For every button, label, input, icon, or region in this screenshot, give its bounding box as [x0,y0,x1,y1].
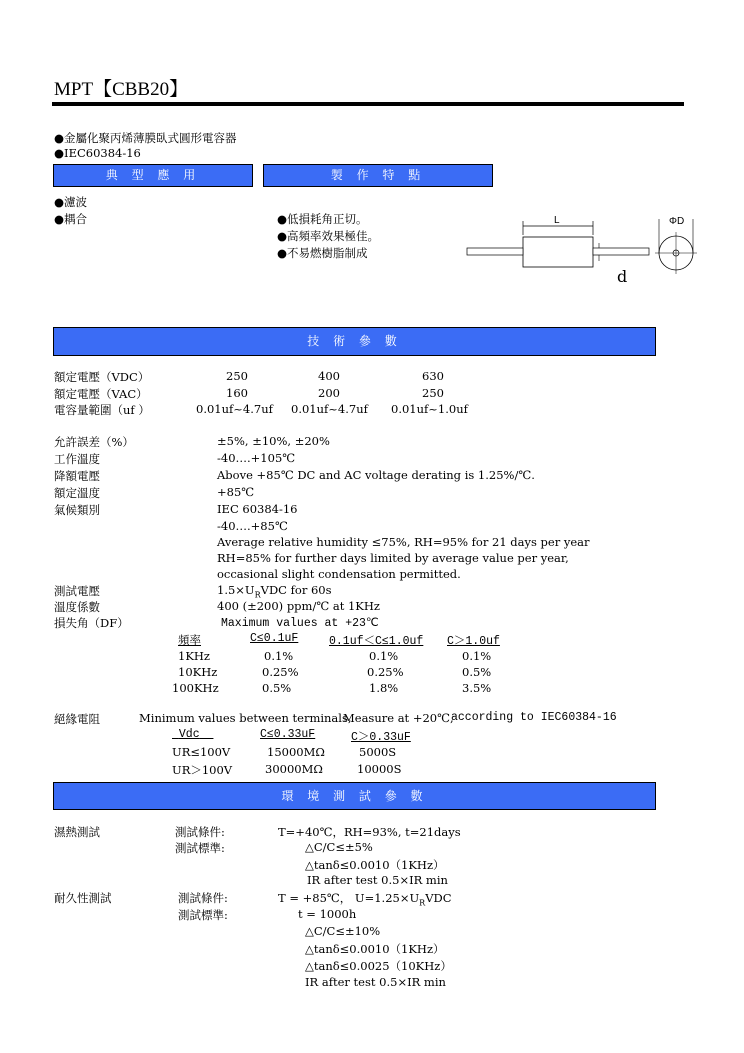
intro-line-1: ●金屬化聚丙烯薄膜臥式圓形電容器 [54,131,237,145]
test-label: 耐久性測試 [54,891,112,905]
test-standard: IR after test 0.5×IR min [305,975,446,989]
insulation-cell: 10000S [357,762,402,776]
spec-value: +85℃ [217,485,255,499]
spec-value: Above +85℃ DC and AC voltage derating is 1.25%/℃. [217,468,535,482]
applications-bar: 典 型 應 用 [53,164,253,187]
spec-value: Maximum values at +23℃ [221,617,379,630]
rating-label: 電容量範圍（uf ） [54,403,150,417]
insulation-note: Minimum values between terminals, [139,711,352,725]
spec-label: 損失角（DF） [54,616,129,630]
insulation-cell: UR≤100V [172,745,231,759]
body-diameter-label: ΦD [669,216,685,227]
technical-bar: 技 術 參 數 [53,327,656,356]
test-condition-label: 測試條件: [175,825,225,839]
rating-value: 630 [422,369,444,383]
df-cell: 0.1% [264,649,294,663]
insulation-label: 絕緣電阻 [54,712,100,726]
rating-label: 額定電壓（VDC） [54,370,150,384]
insulation-note: according to IEC60384-16 [451,711,617,724]
page-title: MPT【CBB20】 [54,79,189,100]
test-standard: t = 1000h [298,907,357,921]
feature-item: ●低損耗角正切。 [277,212,368,226]
spec-value: -40….+85℃ [217,519,288,533]
spec-value: Average relative humidity ≤75%, RH=95% for 21 days per year [217,535,590,549]
rating-value: 0.01uf~4.7uf [291,402,368,416]
application-item: ●濾波 [54,195,88,209]
intro-line-2: ●IEC60384-16 [54,146,141,160]
test-condition: T=+40℃，RH=93%, t=21days [278,825,461,839]
test-standard-label: 測試標準: [178,908,228,922]
test-standard: △tanδ≤0.0010（1KHz） [305,858,445,872]
df-cell: 0.25% [367,665,404,679]
df-cell: 0.1% [462,649,492,663]
spec-value: RH=85% for further days limited by average value per year, [217,551,569,565]
rating-value: 250 [226,369,248,383]
df-cell: 0.1% [369,649,399,663]
df-cell: 1.8% [369,681,399,695]
spec-label: 工作溫度 [54,452,100,466]
spec-label: 額定溫度 [54,486,100,500]
environment-bar: 環 境 測 試 參 數 [53,782,656,810]
insulation-cell: 30000MΩ [265,762,323,776]
insulation-header: C＞0.33uF [351,731,411,744]
spec-label: 允許誤差（%） [54,435,134,449]
test-condition-label: 測試條件: [178,891,228,905]
feature-item: ●高頻率效果極佳。 [277,229,380,243]
insulation-header: Vdc [178,728,200,741]
rating-value: 0.01uf~1.0uf [391,402,468,416]
insulation-header: C≤0.33uF [260,728,316,741]
feature-item: ●不易燃樹脂制成 [277,246,368,260]
df-header: C＞1.0uf [447,635,500,648]
test-standard-label: 測試標準: [175,841,225,855]
spec-value: 400 (±200) ppm/℃ at 1KHz [217,599,380,613]
rating-value: 160 [226,386,248,400]
df-cell: 3.5% [462,681,492,695]
test-label: 濕熱測試 [54,825,100,839]
spec-value: -40….+105℃ [217,451,296,465]
df-cell: 100KHz [172,681,219,695]
test-condition: T = +85℃， $U=1.25\times U_RVDC$ [278,891,452,908]
insulation-cell: 5000S [359,745,397,759]
rating-label: 額定電壓（VAC） [54,387,148,401]
spec-value: occasional slight condensation permitted. [217,567,461,581]
features-bar: 製 作 特 點 [263,164,493,187]
spec-label: 降額電壓 [54,469,100,483]
df-header: 頻率 [178,633,201,647]
rating-value: 0.01uf~4.7uf [196,402,273,416]
df-header: 0.1uf＜C≤1.0uf [329,635,424,648]
spec-label: 氣候類別 [54,503,100,517]
rating-value: 250 [422,386,444,400]
rating-value: 200 [318,386,340,400]
spec-value: ±5%, ±10%, ±20% [217,434,330,448]
test-standard: △C/C≤±10% [305,924,381,938]
application-item: ●耦合 [54,212,88,226]
lead-diameter-label: d [617,267,628,286]
insulation-note: Measure at +20℃, [343,711,454,725]
test-standard: △tanδ≤0.0010（1KHz） [305,942,445,956]
df-cell: 0.25% [262,665,299,679]
rating-value: 400 [318,369,340,383]
df-cell: 0.5% [462,665,492,679]
spec-value: $1.5\times U_RVDC$ for 60s [217,583,332,600]
capacitor-dimension-diagram [465,205,705,290]
test-standard: IR after test 0.5×IR min [307,873,448,887]
test-standard: △C/C≤±5% [305,840,373,854]
df-cell: 10KHz [178,665,218,679]
title-rule [52,102,684,106]
spec-label: 測試電壓 [54,584,100,598]
length-label: L [554,215,560,226]
insulation-cell: UR＞100V [172,763,233,777]
df-cell: 1KHz [178,649,210,663]
df-cell: 0.5% [262,681,292,695]
df-header: C≤0.1uF [250,632,299,645]
insulation-cell: 15000MΩ [267,745,325,759]
test-standard: △tanδ≤0.0025（10KHz） [305,959,452,973]
spec-value: IEC 60384-16 [217,502,298,516]
spec-label: 溫度係數 [54,600,100,614]
